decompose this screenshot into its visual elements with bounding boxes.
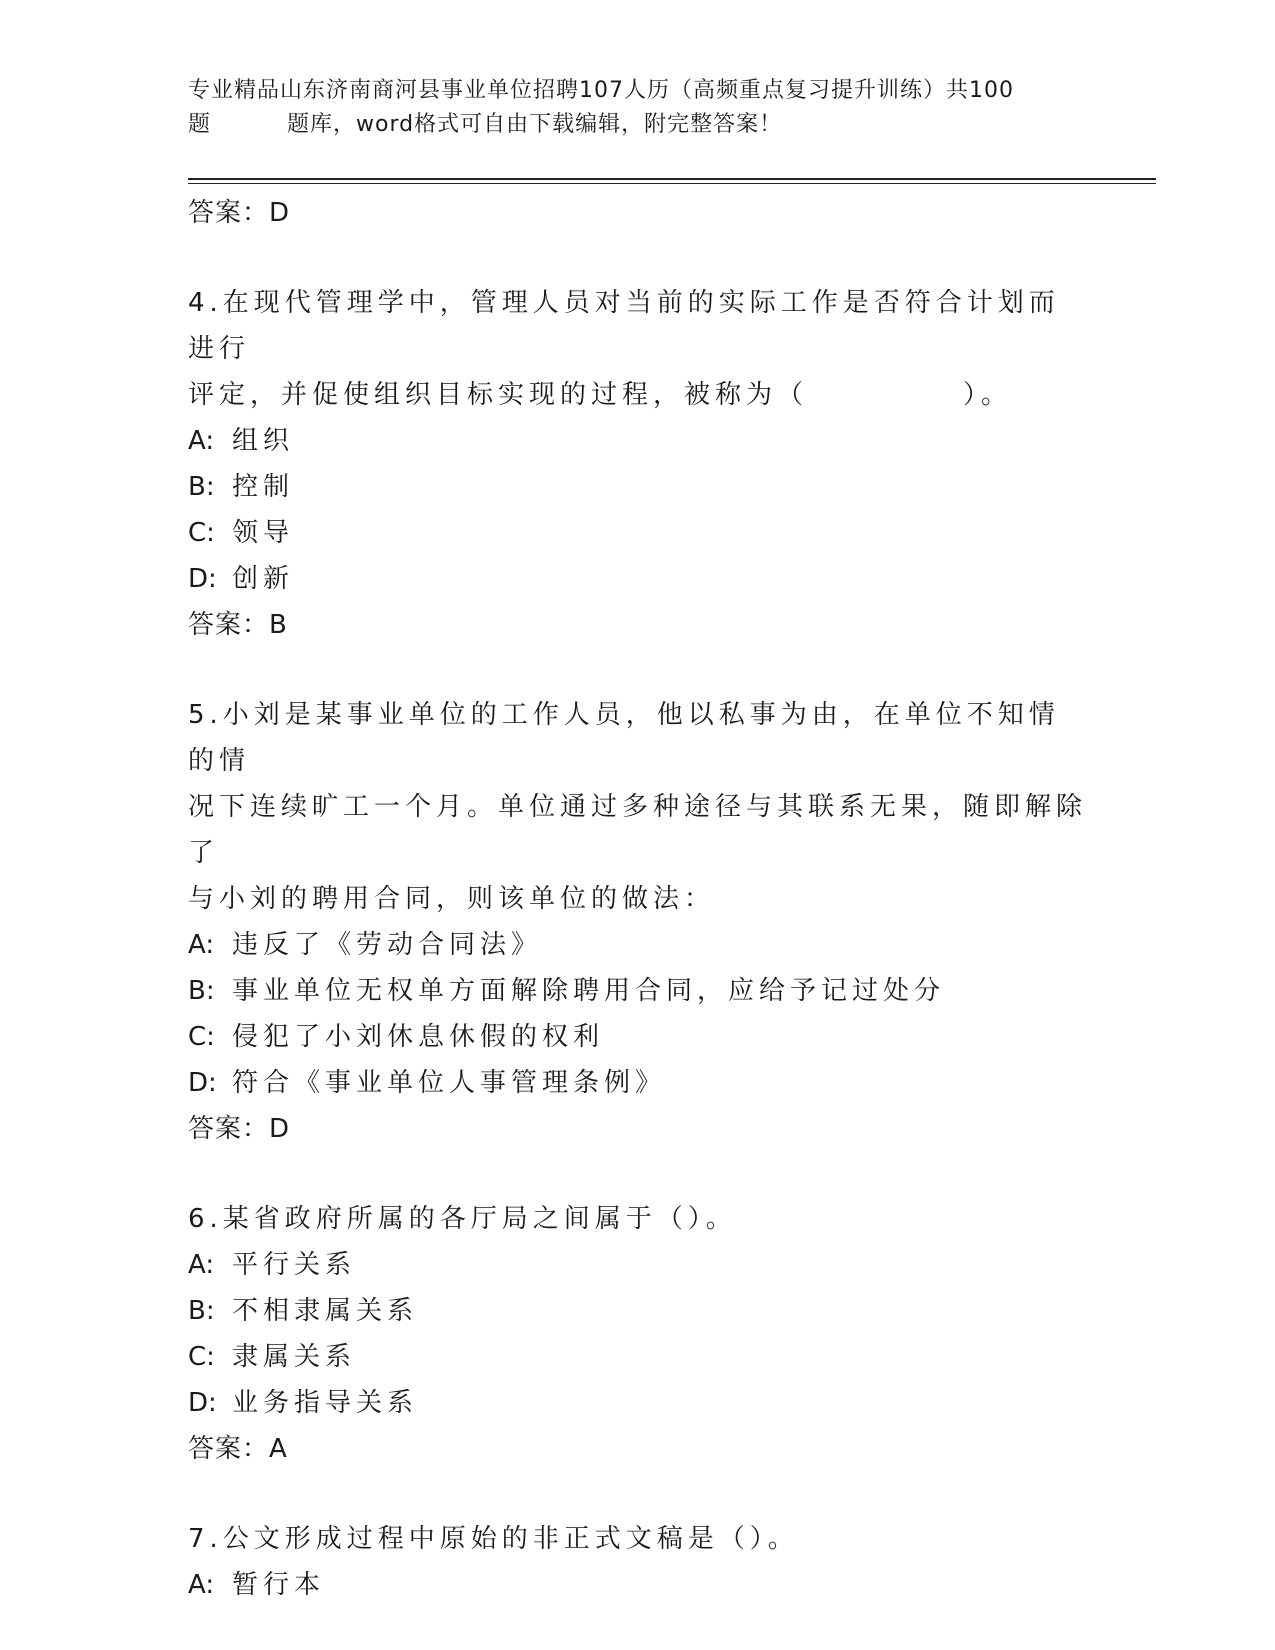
question-text: 6.某省政府所属的各厅局之间属于（）。	[188, 1204, 737, 1234]
option-text: 侵犯了小刘休息休假的权利	[232, 1022, 605, 1052]
document-header	[188, 74, 1088, 142]
option-c	[188, 1334, 1088, 1380]
question-item	[188, 1516, 1088, 1608]
option-b	[188, 1288, 1088, 1334]
option-key: D:	[188, 1068, 217, 1098]
option-b	[188, 464, 1088, 510]
option-key: A:	[188, 930, 215, 960]
option-a	[188, 418, 1088, 464]
option-key: D:	[188, 1388, 217, 1418]
option-text: 暂行本	[232, 1570, 326, 1600]
option-text: 组织	[232, 426, 295, 456]
option-key: B:	[188, 976, 215, 1006]
option-key: D:	[188, 564, 217, 594]
answer-line: 答案：A	[188, 1434, 288, 1464]
question-text: 4.在现代管理学中，管理人员对当前的实际工作是否符合计划而进行	[188, 288, 1060, 364]
header-divider-thin	[188, 183, 1156, 184]
option-key: B:	[188, 1296, 215, 1326]
header-line-2-prefix: 题	[188, 112, 212, 137]
question-text: 评定，并促使组织目标实现的过程，被称为（ ）。	[188, 380, 1013, 410]
header-title-line-1: 专业精品山东济南商河县事业单位招聘107人历（高频重点复习提升训练）共100	[188, 78, 1014, 103]
option-a	[188, 1562, 1088, 1608]
option-text: 创新	[232, 564, 295, 594]
option-text: 控制	[232, 472, 295, 502]
header-divider	[188, 178, 1156, 180]
option-b	[188, 968, 1088, 1014]
option-key: C:	[188, 1022, 215, 1052]
question-item	[188, 692, 1088, 1152]
option-text: 符合《事业单位人事管理条例》	[232, 1068, 667, 1098]
question-text: 5.小刘是某事业单位的工作人员，他以私事为由，在单位不知情的情	[188, 700, 1060, 776]
option-a	[188, 922, 1088, 968]
option-key: C:	[188, 1342, 215, 1372]
header-line-2-text: 题库，word格式可自由下载编辑，附完整答案！	[287, 112, 783, 137]
question-text: 与小刘的聘用合同，则该单位的做法：	[188, 884, 716, 914]
question-list	[188, 190, 1088, 1608]
question-text: 7.公文形成过程中原始的非正式文稿是（）。	[188, 1524, 799, 1554]
answer-line: 答案：B	[188, 610, 288, 640]
answer-line: 答案：D	[188, 198, 291, 228]
option-text: 隶属关系	[232, 1342, 357, 1372]
option-key: C:	[188, 518, 215, 548]
option-key: A:	[188, 1570, 215, 1600]
question-text: 况下连续旷工一个月。单位通过多种途径与其联系无果，随即解除了	[188, 792, 1088, 868]
option-d	[188, 556, 1088, 602]
option-d	[188, 1380, 1088, 1426]
option-key: A:	[188, 1250, 215, 1280]
question-item	[188, 280, 1088, 648]
option-c	[188, 1014, 1088, 1060]
option-text: 不相隶属关系	[232, 1296, 419, 1326]
header-title-line-2	[188, 108, 1088, 142]
option-text: 平行关系	[232, 1250, 357, 1280]
option-d	[188, 1060, 1088, 1106]
option-text: 业务指导关系	[232, 1388, 419, 1418]
option-key: A:	[188, 426, 215, 456]
option-text: 违反了《劳动合同法》	[232, 930, 543, 960]
option-text: 事业单位无权单方面解除聘用合同，应给予记过处分	[232, 976, 946, 1006]
answer-line: 答案：D	[188, 1114, 291, 1144]
option-a	[188, 1242, 1088, 1288]
question-item	[188, 1196, 1088, 1472]
option-c	[188, 510, 1088, 556]
option-text: 领导	[232, 518, 295, 548]
option-key: B:	[188, 472, 215, 502]
